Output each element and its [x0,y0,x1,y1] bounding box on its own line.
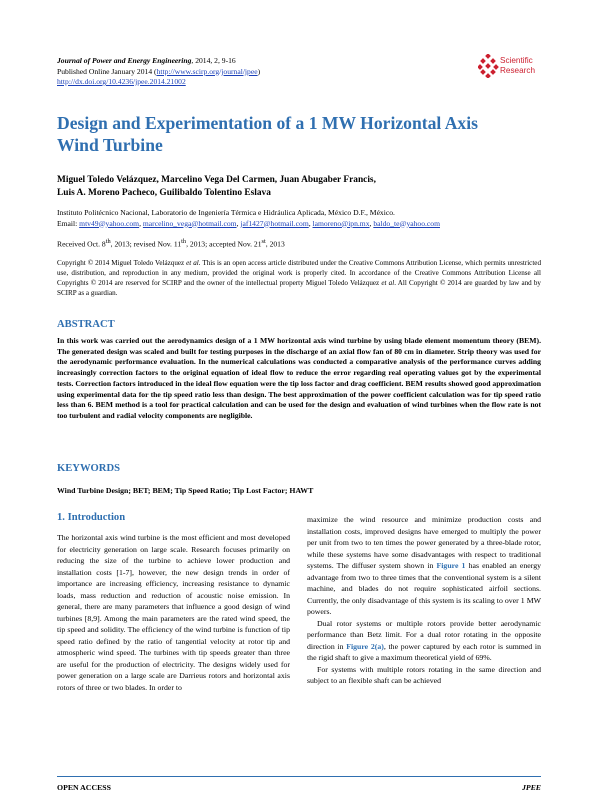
title-line-2: Wind Turbine [57,134,163,155]
authors-line-2: Luis A. Moreno Pacheco, Guilibaldo Tolentino Eslava [57,187,271,198]
date-suffix: th [105,238,111,245]
date-suffix: th [181,238,187,245]
abstract-heading: ABSTRACT [57,319,115,330]
paragraph-text: has enabled an energy advantage from two to three times that the conventional system is a silent machine, and blades do not require sophisticated airfoil sections. Currently, the only disadvantage of this system is its scaling to over 1 MW powers. [307,561,541,616]
paragraph-text: , the power captured by each rotor is summed in the rigid shaft to give a maximum theoretical yield of 69%. [307,641,541,662]
intro-paragraph [307,514,541,618]
copyright-notice [57,258,541,298]
published-suffix: ) [257,66,261,76]
email-link[interactable]: lamoreno@ipn.mx [312,218,370,228]
copyright-etal: et al [381,279,395,287]
copyright-text: . All Copyright © 2014 are guarded by law and by SCIRP as a guardian. [57,279,541,297]
keywords-heading: KEYWORDS [57,463,120,474]
affiliation [57,208,537,229]
email-separator: , [236,218,241,228]
date-year: , 2013 [265,239,285,249]
email-link[interactable]: jaf1427@hotmail.com [240,218,309,228]
email-separator: , [308,218,313,228]
left-column [57,532,290,693]
email-label: Email: [57,218,80,228]
footer-open-access: OPEN ACCESS [57,783,111,792]
email-separator: , [369,218,374,228]
copyright-etal: et al. [186,259,201,267]
logo-text [500,56,535,76]
journal-url-link[interactable]: http://www.scirp.org/journal/jpee [156,66,258,76]
doi-link[interactable]: http://dx.doi.org/10.4236/jpee.2014.21002 [57,77,186,86]
keywords-list: Wind Turbine Design; BET; BEM; Tip Speed Ratio; Tip Lost Factor; HAWT [57,486,314,495]
email-link[interactable]: baldo_te@yahoo.com [373,218,440,228]
introduction-heading: 1. Introduction [57,512,126,523]
authors-line-1: Miguel Toledo Velázquez, Marcelino Vega Del Carmen, Juan Abugaber Francis, [57,175,376,185]
revised-date: , 2013; revised Nov. 11 [110,239,182,249]
published-prefix: Published Online January 2014 ( [57,66,157,76]
copyright-text: This is an open access article distributed under the Creative Commons Attribution License, which permits unrestricted use, distribution, and reproduction in any medium, provided the original work is properly cited. In accordance of the Creative Commons Attribution License all Copyrights © 2014 are reserved for SCIRP and the owner of the intellectual property Miguel Toledo Velázquez [57,259,541,287]
journal-header [57,56,437,88]
abstract-text: In this work was carried out the aerodynamics design of a 1 MW horizontal axis wind turbine by using blade element momentum theory (BEM). The generated design was scaled and built for testing purposes in the discharge of an axial flow fan of 80 cm in diameter. Strip theory was used for the aerodynamic performance evaluation. In the numerical calculations was conducted a comparative analysis of the performance curves adding increasingly correction factors to the original equation of ideal flow to reduce the error regarding real operating values got by the experimental tests. Correction factors introduced in the ideal flow equation were the tip loss factor and drag coefficient. BEM results showed good approximation using experimental data for the tip speed ratio less than design. The best approximation of the power coefficient calculation was for tip speed ratio less than 6. BEM method is a tool for practical calculation and can be used for the design and evaluation of wind turbines when the flow rate is not too turbulent and radial velocity components are negligible. [57,336,541,420]
journal-volume: , 2014, 2, 9-16 [191,56,236,65]
right-column [307,514,541,687]
paragraph-text: Dual rotor systems or multiple rotors provide better aerodynamic performance than Betz limit. For a dual rotor rotating in the opposite direction in [307,618,541,651]
accepted-date: , 2013; accepted Nov. 21 [186,239,262,249]
figure-1-link[interactable]: Figure 1 [436,561,466,570]
scientific-research-logo [478,54,548,80]
figure-2a-link[interactable]: Figure 2(a) [346,641,384,651]
article-dates [57,237,537,250]
paragraph-text: maximize the wind resource and minimize production costs and installation costs, improved designs have emerged to multiply the power per unit from two to ten times the power generated by a three-blade rotor, while these systems have some disadvantages with respect to traditional systems. The diffuser system shown in [307,515,541,570]
published-line [57,67,437,78]
intro-paragraph [307,618,541,664]
footer-journal-abbrev: JPEE [521,783,541,792]
copyright-text: Copyright © 2014 Miguel Toledo Velázquez [57,259,187,267]
date-suffix: st [261,238,266,245]
logo-line-1: Scientific [500,56,533,65]
received-date: Received Oct. 8 [57,239,106,249]
journal-name: Journal of Power and Energy Engineering [57,56,192,65]
affiliation-institution: Instituto Politécnico Nacional, Laboratorio de Ingeniería Térmica e Hidráulica Aplicada, México D.F., México. [57,208,395,217]
footer-divider [57,776,541,777]
email-line [57,219,537,230]
email-separator: , [139,218,143,228]
intro-paragraph: For systems with multiple rotors rotating in the same direction and subject to an flexible shaft can be achieved [307,664,541,685]
author-list [57,174,537,199]
paper-title [57,113,537,156]
email-link[interactable]: mtv49@yahoo.com [79,218,140,228]
logo-line-2: Research [500,66,536,75]
journal-citation [57,56,437,67]
intro-paragraph: The horizontal axis wind turbine is the most efficient and most developed for electricity generation on large scale. Research focuses primarily on reducing the size of the turbine to achieve lower production and installation costs [1-7], however, the new design trends in order of importance are increasing efficiency, increasing resistance to dynamic loads, mass reduction and reduction of acoustic noise emission. In general, there are many parameters that influence a good design of wind turbines [8,9]. Among the main parameters are the rated wind speed, the tip speed and solidity. The efficiency of the wind turbine is function of tip speed ratio defined by the ratio of tangential velocity at rotor tip and atmospheric wind speed. The turbines with tip speeds greater than three are useful for the production of electricity. The designs widely used for power generation on a large scale are Darrieus rotors and horizontal axis rotors of three or two blades. In order to [57,533,290,692]
logo-mark-icon [478,54,500,78]
email-link[interactable]: marcelino_vega@hotmail.com [142,218,237,228]
title-line-1: Design and Experimentation of a 1 MW Horizontal Axis [57,113,478,133]
